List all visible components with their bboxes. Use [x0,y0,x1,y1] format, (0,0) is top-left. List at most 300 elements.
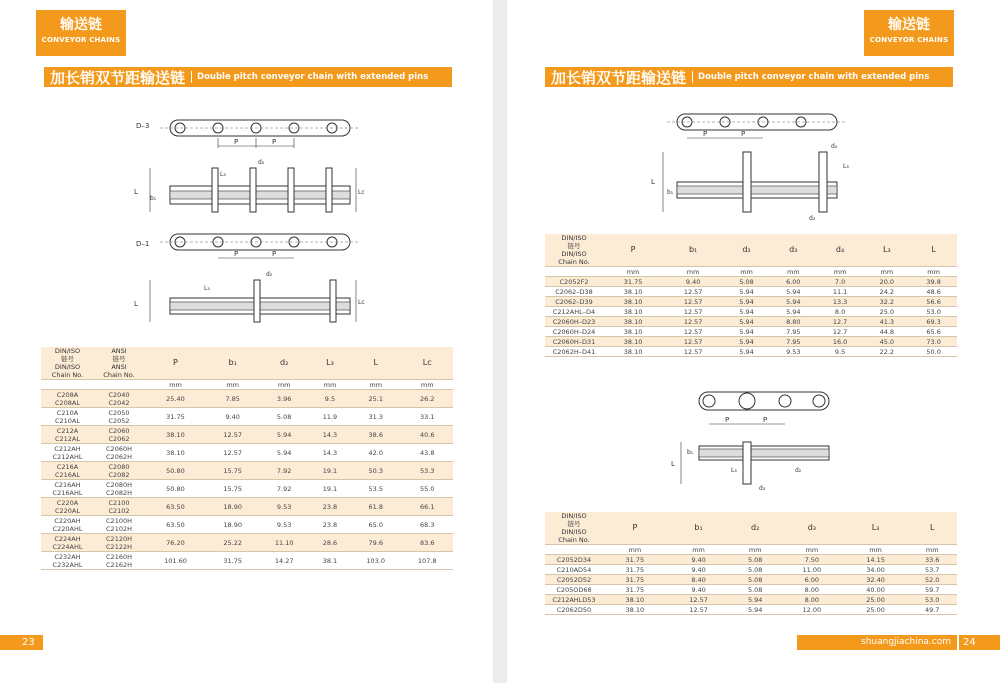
label-b1: b₁ [150,195,157,202]
table-cell: 5.94 [258,426,309,444]
header-line: DIN/ISO [561,528,587,536]
unit-row [545,267,957,277]
table-cell: 12.57 [663,317,723,327]
table-cell: 40.6 [401,426,453,444]
table-cell: 12.57 [667,595,731,605]
chain-diagram-d3 [130,112,370,220]
table-cell: 5.94 [723,317,770,327]
label-b1: b₁ [687,449,694,456]
unit-cell: mm [723,267,770,277]
table-row [545,585,957,595]
table-row [41,516,453,534]
chain-no: C212AHL–D4 [545,307,603,317]
table-cell: 23.8 [310,516,350,534]
header-ansi [94,347,144,380]
label-l: L [134,300,138,308]
label-l3: L₃ [843,163,849,170]
table-cell: 5.94 [723,297,770,307]
table-cell: 56.6 [910,297,957,307]
unit-cell: mm [350,380,401,390]
table-cell: 6.00 [780,575,844,585]
page-title-en: Double pitch conveyor chain with extended pins [197,72,429,82]
table-cell: 9.40 [667,565,731,575]
table-cell: 5.94 [770,297,817,307]
table-row [545,327,957,337]
chain-no-line: C210A [56,408,79,417]
chain-no-line: C232AHL [52,560,83,569]
table-cell: 28.6 [310,534,350,552]
table-cell: 38.10 [603,287,663,297]
chain-no-line: C2160H [106,552,132,561]
table-cell: 19.1 [310,480,350,498]
chain-no-line: C220AL [54,506,80,515]
label-p: P [763,416,768,424]
chain-no: C2062D50 [545,605,603,615]
din-chain-no [41,444,94,462]
label-l3: L₃ [204,285,210,292]
ansi-chain-no [94,498,144,516]
table-row [41,408,453,426]
label-p: P [272,138,277,146]
table-cell: 7.50 [780,555,844,565]
ansi-chain-no [94,480,144,498]
table-cell: 63.50 [144,498,207,516]
chain-no: C210AD54 [545,565,603,575]
table-cell: 55.0 [401,480,453,498]
table-cell: 12.57 [663,337,723,347]
table-cell: 5.94 [258,444,309,462]
table-cell: 8.00 [780,595,844,605]
chain-no-line: C2100H [106,516,132,525]
table-cell: 69.3 [910,317,957,327]
chain-no: C2052D52 [545,575,603,585]
page-number: 24 [959,635,1000,650]
table-row [545,287,957,297]
table-cell: 18.90 [207,516,258,534]
table-cell: 9.53 [770,347,817,357]
table-cell: 103.0 [350,552,401,570]
table-cell: 11.00 [780,565,844,575]
ansi-chain-no [94,390,144,408]
chain-no-line: C2082H [106,488,132,497]
table-cell: 20.0 [863,277,910,287]
table-cell: 38.10 [603,307,663,317]
header-din [545,234,603,267]
unit-cell: mm [863,267,910,277]
table-row [41,390,453,408]
table-cell: 25.00 [844,595,908,605]
header-line: DIN/ISO [561,512,587,520]
chain-no-line: C220AHL [52,524,83,533]
label-l: L [134,188,138,196]
table-cell: 9.40 [207,408,258,426]
ansi-chain-no [94,462,144,480]
table-cell: 3.96 [258,390,309,408]
section-tag-zh: 输送链 [888,17,930,33]
table-cell: 5.94 [723,287,770,297]
chain-no-line: C2080 [108,462,130,471]
table-cell: 50.0 [910,347,957,357]
table-cell: 53.3 [401,462,453,480]
chain-no-line: C216AHL [52,488,83,497]
table-cell: 5.94 [730,595,780,605]
chain-diagram-single-pin [667,386,847,494]
table-cell: 38.10 [603,347,663,357]
table-cell: 12.57 [663,327,723,337]
chain-no-line: C2162H [106,560,132,569]
table-cell: 5.08 [723,277,770,287]
table-cell: 31.75 [603,555,667,565]
table-cell: 107.8 [401,552,453,570]
unit-cell: mm [817,267,864,277]
header-l: L [910,234,957,267]
table-header-row [41,347,453,380]
section-tag-en: CONVEYOR CHAINS [869,36,949,44]
table-cell: 14.3 [310,444,350,462]
chain-no-line: C208A [56,390,79,399]
table-cell: 5.08 [730,585,780,595]
label-d2: d₂ [795,467,802,474]
header-din [41,347,94,380]
chain-no-line: C2062 [108,434,130,443]
table-row [41,480,453,498]
chain-no-line: C224AHL [52,542,83,551]
header-line: ANSI [111,347,127,355]
table-cell: 5.94 [723,307,770,317]
header-l3: L₃ [310,347,350,380]
chain-no-line: C224AH [54,534,81,543]
table-cell: 31.75 [603,565,667,575]
unit-cell: mm [310,380,350,390]
header-l: L [350,347,401,380]
ansi-chain-no [94,552,144,570]
header-line: DIN/ISO [54,347,81,355]
header-d4: d₄ [817,234,864,267]
table-cell: 8.80 [770,317,817,327]
table-cell: 5.08 [730,555,780,565]
chain-no-line: C212AH [54,444,81,453]
table-cell: 65.6 [910,327,957,337]
table-cell: 25.0 [863,307,910,317]
table-cell: 38.10 [144,444,207,462]
table-cell: 44.8 [863,327,910,337]
table-cell: 9.5 [817,347,864,357]
table-cell: 14.3 [310,426,350,444]
table-cell: 5.94 [723,347,770,357]
table-cell: 53.0 [910,307,957,317]
table-cell: 83.6 [401,534,453,552]
header-line: 链号 [61,355,74,363]
table-cell: 23.8 [310,498,350,516]
table-cell: 41.3 [863,317,910,327]
unit-row [41,380,453,390]
table-cell: 8.40 [667,575,731,585]
table-cell: 5.94 [723,327,770,337]
table-cell: 9.40 [663,277,723,287]
chain-no: C2052D34 [545,555,603,565]
chain-no-line: C2080H [106,480,132,489]
table-cell: 5.08 [730,575,780,585]
spec-table-right-2 [545,512,957,615]
website-url[interactable]: shuangjiachina.com [797,635,957,650]
table-row [545,297,957,307]
chain-no-line: C2040 [108,390,130,399]
unit-cell: mm [207,380,258,390]
unit-cell: mm [603,545,667,555]
header-d3: d₃ [770,234,817,267]
din-chain-no [41,534,94,552]
unit-cell: mm [144,380,207,390]
chain-no: C2060H–D31 [545,337,603,347]
table-cell: 9.53 [258,516,309,534]
table-cell: 26.2 [401,390,453,408]
table-row [41,444,453,462]
header-line: DIN/ISO [561,250,587,258]
header-din [545,512,603,545]
header-line: 链号 [567,520,581,528]
din-chain-no [41,552,94,570]
table-cell: 48.6 [910,287,957,297]
table-row [41,534,453,552]
title-separator [692,71,693,83]
table-cell: 38.10 [603,337,663,347]
chain-no-line: C208AL [54,398,80,407]
table-cell: 40.00 [844,585,908,595]
ansi-chain-no [94,534,144,552]
header-b1: b₁ [667,512,731,545]
table-cell: 19.1 [310,462,350,480]
right-page [507,0,1000,683]
chain-no: C212AHLD53 [545,595,603,605]
table-cell: 76.20 [144,534,207,552]
table-cell: 18.90 [207,498,258,516]
unit-cell: mm [780,545,844,555]
table-cell: 5.94 [723,337,770,347]
ansi-chain-no [94,516,144,534]
unit-cell: mm [663,267,723,277]
table-cell: 12.7 [817,327,864,337]
chain-no-line: C216AL [54,470,80,479]
table-cell: 25.00 [844,605,908,615]
table-cell: 9.40 [667,555,731,565]
chain-no-line: C2120H [106,534,132,543]
header-b1: b₁ [207,347,258,380]
chain-no: C2060H–D24 [545,327,603,337]
chain-no-line: C216A [56,462,79,471]
label-lc: Lc [358,189,365,196]
table-cell: 38.10 [603,605,667,615]
page-title [44,67,452,87]
unit-cell: mm [844,545,908,555]
chain-no-line: C212A [56,426,79,435]
table-cell: 33.6 [907,555,957,565]
chain-no-line: C232AH [54,552,81,561]
table-cell: 38.10 [603,297,663,307]
chain-no-line: C2042 [108,398,130,407]
chain-no-line: C212AL [54,434,80,443]
header-d2: d₂ [730,512,780,545]
section-tag-en: CONVEYOR CHAINS [41,36,121,44]
header-lc: Lc [401,347,453,380]
label-b1: b₁ [667,189,674,196]
chain-no-line: C2060H [106,444,132,453]
table-row [545,575,957,585]
page-title-en: Double pitch conveyor chain with extended pins [698,72,930,82]
table-cell: 5.94 [770,307,817,317]
section-tag [864,10,954,56]
chain-no: C2062H–D41 [545,347,603,357]
unit-cell: mm [667,545,731,555]
label-d2: d₂ [266,271,273,278]
chain-no: C205OD68 [545,585,603,595]
label-p: P [725,416,730,424]
table-header-row [545,512,957,545]
table-cell: 12.57 [663,297,723,307]
table-cell: 73.0 [910,337,957,347]
table-cell: 61.8 [350,498,401,516]
table-cell: 9.53 [258,498,309,516]
table-cell: 15.75 [207,480,258,498]
label-p: P [234,138,239,146]
table-cell: 31.75 [144,408,207,426]
table-row [545,595,957,605]
label-d3: D–3 [136,122,150,130]
chain-no-line: C2062H [106,452,132,461]
chain-no-line: C220A [56,498,79,507]
unit-cell: mm [258,380,309,390]
table-cell: 6.00 [770,277,817,287]
chain-no: C2060H–D23 [545,317,603,327]
header-l3: L₃ [863,234,910,267]
table-cell: 31.75 [603,585,667,595]
table-cell: 12.57 [207,444,258,462]
chain-no-line: C2052 [108,416,130,425]
table-cell: 53.5 [350,480,401,498]
table-row [41,426,453,444]
table-cell: 9.5 [310,390,350,408]
label-l: L [671,460,675,468]
table-cell: 53.7 [907,565,957,575]
table-cell: 12.00 [780,605,844,615]
table-cell: 14.15 [844,555,908,565]
table-cell: 38.6 [350,426,401,444]
unit-cell: mm [730,545,780,555]
table-cell: 38.10 [603,595,667,605]
header-line: Chain No. [51,371,84,379]
table-cell: 15.75 [207,462,258,480]
table-cell: 59.7 [907,585,957,595]
table-cell: 5.94 [730,605,780,615]
page-title [545,67,953,87]
unit-cell: mm [603,267,663,277]
table-cell: 50.80 [144,480,207,498]
chain-no: C2052F2 [545,277,603,287]
table-cell: 8.00 [780,585,844,595]
title-separator [191,71,192,83]
table-cell: 34.00 [844,565,908,575]
header-line: 链号 [567,242,581,250]
table-cell: 42.0 [350,444,401,462]
table-cell: 45.0 [863,337,910,347]
header-d2: d₂ [258,347,309,380]
table-cell: 7.95 [770,337,817,347]
chain-no-line: C220AH [54,516,81,525]
table-cell: 12.57 [207,426,258,444]
table-cell: 5.08 [258,408,309,426]
table-cell: 12.57 [663,347,723,357]
table-cell: 5.94 [770,287,817,297]
header-l3: L₃ [844,512,908,545]
page-title-zh: 加长销双节距输送链 [50,68,186,87]
header-line: Chain No. [558,258,590,266]
section-tag [36,10,126,56]
header-l: L [907,512,957,545]
table-cell: 7.95 [770,327,817,337]
table-row [545,605,957,615]
header-p: P [144,347,207,380]
table-row [545,307,957,317]
spec-table-right-1 [545,234,957,357]
table-cell: 49.7 [907,605,957,615]
header-line: DIN/ISO [561,234,587,242]
label-l3: L₃ [731,467,737,474]
unit-cell: mm [910,267,957,277]
table-cell: 53.0 [907,595,957,605]
ansi-chain-no [94,408,144,426]
table-cell: 63.50 [144,516,207,534]
table-cell: 33.1 [401,408,453,426]
din-chain-no [41,426,94,444]
table-cell: 32.2 [863,297,910,307]
table-cell: 7.0 [817,277,864,287]
table-cell: 38.1 [310,552,350,570]
label-p: P [741,130,746,138]
table-cell: 79.6 [350,534,401,552]
din-chain-no [41,462,94,480]
header-line: DIN/ISO [54,363,81,371]
table-cell: 11.10 [258,534,309,552]
din-chain-no [41,390,94,408]
table-cell: 101.60 [144,552,207,570]
label-p: P [234,250,239,258]
table-cell: 66.1 [401,498,453,516]
label-d2: d₂ [258,159,265,166]
header-p: P [603,512,667,545]
section-tag-zh: 输送链 [60,17,102,33]
table-cell: 8.0 [817,307,864,317]
header-line: 链号 [112,355,126,363]
label-p: P [272,250,277,258]
table-cell: 11.9 [310,408,350,426]
table-cell: 25.22 [207,534,258,552]
table-row [545,317,957,327]
table-cell: 16.0 [817,337,864,347]
chain-no-line: C2122H [106,542,132,551]
chain-no-line: C2100 [108,498,130,507]
chain-no-line: C2060 [108,426,130,435]
table-cell: 22.2 [863,347,910,357]
label-d3: d₃ [809,215,816,222]
table-cell: 38.10 [603,317,663,327]
unit-row [545,545,957,555]
table-row [41,498,453,516]
table-cell: 7.92 [258,462,309,480]
table-header-row [545,234,957,267]
chain-no-line: C2050 [108,408,130,417]
table-cell: 65.0 [350,516,401,534]
din-chain-no [41,516,94,534]
chain-no-line: C216AH [54,480,81,489]
